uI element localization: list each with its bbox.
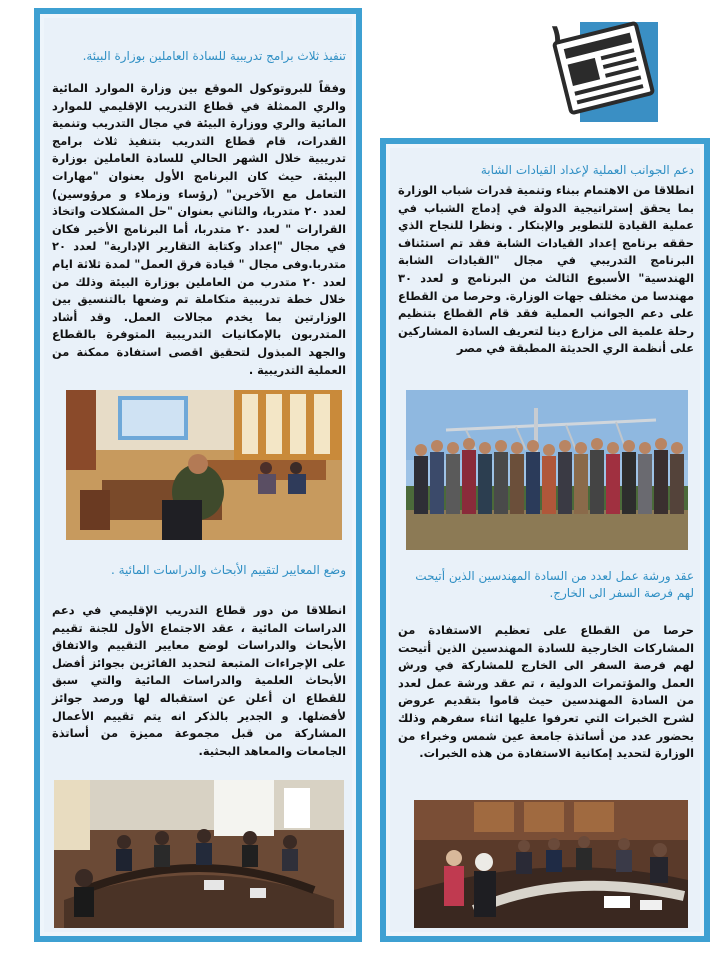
right-section1-body: انطلاقا من الاهتمام ببناء وتنمية قدرات شباب الوزارة بما يحقق إستراتيجية الدولة في إدماج الشباب في عملية القيادة للتطوير والإبتكار . ونظرا للنجاح الذي حققه برنامج إعداد القيادات الشابة فقد تم استئناف البرنامج التدريبي في مجال "القيادات الشابة الهندسية" الأسبوع الثالث من البرنامج و لعدد ٣٠ مهندسا من مختلف جهات الوزارة. وحرصا من القطاع على دعم الجوانب العملية فقد قام القطاع بتنظيم رحلة علمية الى مزارع دينا لتعريف السادة المشاركين على أنظمة الري الحديثة المطبقة في مصر	[398, 183, 694, 356]
left-section1-body: وفقاً للبروتوكول الموقع بين وزارة الموارد المائية والري الممثلة في قطاع التدريب الإقليمي للموارد المائية والري ووزارة البيئة في مجال التدريب وتنمية القدرات، قام قطاع التدريب بتنفيذ ثلاث برامج تدريبية خلال الشهر الحالي للسادة العاملين بوزارة البيئة. حيث كان البرنامج الأول بعنوان "مهارات التعامل مع الآخرين" (رؤساء وزملاء و مرؤوسين) لعدد ٢٠ متدربا، والثاني بعنوان "حل المشكلات واتخاذ القرارات " لعدد ٢٠ متدربا، أما البرنامج الأخير فكان في مجال "إعداد وكتابة التقارير الإدارية" لعدد ٢٠ متدربا.وفى مجال " قيادة فرق العمل" لمدة ثلاثة ايام لعدد ٢٠ متدرب من العاملين بوزارة البيئة وذلك من خلال خطة تدريبية متكاملة تم وضعها بالتنسيق بين الوزارتين بما يخدم مجالات العمل. وقد أشاد المتدربون بالإمكانيات التدريبية المتوفرة بالقطاع والجهد المبذول لتحقيق اقصى استفادة ممكنة من العملية التدريبية .	[52, 81, 346, 377]
newspaper-logo	[540, 12, 668, 128]
left-section2-title: وضع المعايير لتقييم الأبحاث والدراسات المائية .	[110, 563, 346, 577]
right-column-panel	[380, 138, 710, 942]
page-number: ١	[548, 18, 566, 51]
workshop-photo	[414, 800, 688, 928]
left-section1-title: تنفيذ ثلاث برامج تدريبية للسادة العاملين بوزارة البيئة.	[82, 49, 346, 63]
field-trip-group-photo	[406, 390, 688, 550]
right-section2-body: حرصا من القطاع على تعظيم الاستفادة من المشاركات الخارجية للسادة المهندسين الذين أتيحت لهم فرصة السفر الى الخارج للمشاركة في ورش العمل والمؤتمرات الدولية ، تم عقد ورشة عمل لعدد من السادة المهندسين حيث قاموا بتقديم عروض لشرح الخبرات التي تعرفوا عليها اثناء سفرهم وذلك بحضور عدد من أساتذة جامعة عين شمس وخبراء من الوزارة لتحديد إمكانية الاستفادة من هذه الخبرات.	[398, 623, 694, 761]
left-column-panel	[34, 8, 362, 942]
training-room-photo	[66, 390, 342, 540]
left-section2-body: انطلاقا من دور قطاع التدريب الإقليمي في دعم الدراسات المائية ، عقد الاجتماع الأول للجنة تقييم الأبحاث والدراسات لوضع معايير التقييم والاتفاق على الإجراءات المتبعة لتحديد الفائزين بجوائز أفضل الأبحاث العلمية والدراسات المائية والتي سبق للقطاع ان أعلن عن استقباله لها ورصد جوائز لأفضلها. و الجدير بالذكر انه يتم تقييم الأعمال المشاركة من قبل مجموعة مميزة من أساتذة الجامعات والمعاهد البحثية.	[52, 603, 346, 758]
meeting-room-photo	[54, 780, 344, 928]
right-section2-title: عقد ورشة عمل لعدد من السادة المهندسين الذين أتيحت لهم فرصة السفر الى الخارج.	[415, 569, 694, 600]
right-section1-title: دعم الجوانب العملية لإعداد القيادات الشابة	[480, 163, 694, 177]
